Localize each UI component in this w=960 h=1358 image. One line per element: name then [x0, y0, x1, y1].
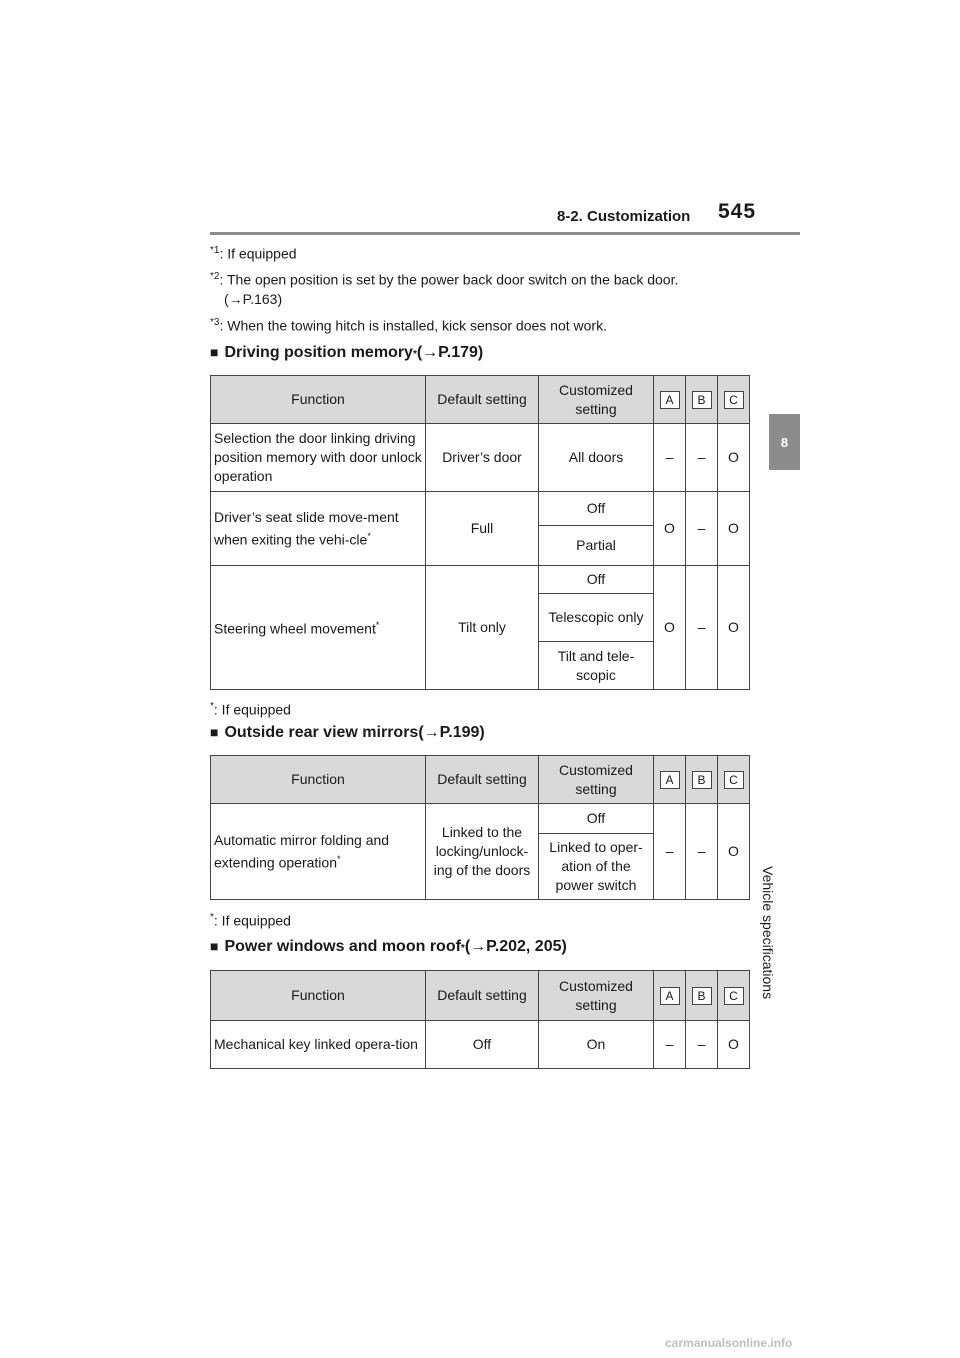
- cell-c: O: [718, 424, 750, 492]
- header-b: [686, 971, 718, 1021]
- cell-a: –: [654, 1021, 686, 1069]
- cell-custom: Linked to oper-ation of the power switch: [539, 834, 654, 900]
- section-title-text: Outside rear view mirrors: [224, 724, 419, 741]
- header-customized: Customized setting: [539, 756, 654, 804]
- header-rule: [210, 232, 800, 235]
- driving-position-table: [210, 375, 750, 690]
- table-header-row: [211, 756, 750, 804]
- footnote-mark: *2: [210, 271, 220, 282]
- footnote-text: : If equipped: [213, 912, 291, 929]
- table-row: [211, 566, 750, 594]
- bullet-square-icon: ■: [210, 938, 219, 954]
- footnote-mark: *: [412, 349, 417, 360]
- label-a: A: [660, 987, 680, 1005]
- section-title-driving: [210, 344, 483, 362]
- header-a: [654, 756, 686, 804]
- cell-c: O: [718, 1021, 750, 1069]
- cell-function: Selection the door linking driving position memory with door unlock operation: [211, 424, 426, 492]
- section-header: 8-2. Customization: [557, 208, 691, 225]
- section-ref: (→P.179): [416, 344, 484, 361]
- bullet-square-icon: ■: [210, 724, 219, 740]
- cell-custom: All doors: [539, 424, 654, 492]
- cell-b: –: [686, 492, 718, 566]
- table-row: [211, 492, 750, 526]
- table-row: [211, 1021, 750, 1069]
- label-b: B: [692, 771, 712, 789]
- cell-custom: Off: [539, 492, 654, 526]
- page-number: 545: [718, 200, 757, 223]
- label-a: A: [660, 771, 680, 789]
- footnote-3: [210, 313, 607, 336]
- table-header-row: [211, 376, 750, 424]
- cell-c: O: [718, 804, 750, 900]
- label-c: C: [724, 391, 744, 409]
- header-default: Default setting: [426, 756, 539, 804]
- header-customized: Customized setting: [539, 971, 654, 1021]
- label-a: A: [660, 391, 680, 409]
- label-c: C: [724, 771, 744, 789]
- header-c: [718, 376, 750, 424]
- footnote-text: : If equipped: [213, 701, 291, 718]
- cell-custom: Partial: [539, 526, 654, 566]
- section-ref: (→P.202, 205): [464, 938, 567, 955]
- chapter-title: Vehicle specifications: [760, 866, 776, 1000]
- label-b: B: [692, 987, 712, 1005]
- cell-a: O: [654, 566, 686, 690]
- footnote-mark: *: [210, 701, 214, 712]
- header-a: [654, 971, 686, 1021]
- table-footnote: [210, 697, 291, 720]
- cell-function: [211, 566, 426, 690]
- cell-custom: Off: [539, 804, 654, 834]
- power-windows-table: [210, 970, 750, 1069]
- header-function: Function: [211, 376, 426, 424]
- cell-custom: Telescopic only: [539, 594, 654, 642]
- header-b: [686, 756, 718, 804]
- cell-default: Tilt only: [426, 566, 539, 690]
- footnote-text: : When the towing hitch is installed, kick sensor does not work.: [219, 317, 607, 334]
- footnote-mark: *: [375, 620, 380, 631]
- section-title-windows: [210, 938, 567, 956]
- footnote-ref: (→P.163): [224, 290, 283, 307]
- footnote-mark: *: [337, 853, 341, 864]
- header-default: Default setting: [426, 971, 539, 1021]
- cell-b: –: [686, 566, 718, 690]
- section-title-text: Power windows and moon roof: [224, 938, 461, 955]
- section-title-mirrors: [210, 724, 485, 742]
- mirrors-table: [210, 755, 750, 900]
- footnote-text: : The open position is set by the power back door switch on the back door.: [219, 271, 679, 288]
- cell-default: Driver’s door: [426, 424, 539, 492]
- header-function: Function: [211, 756, 426, 804]
- header-c: [718, 971, 750, 1021]
- cell-default: Off: [426, 1021, 539, 1069]
- cell-custom: On: [539, 1021, 654, 1069]
- footnote-2: [210, 267, 678, 309]
- header-default: Default setting: [426, 376, 539, 424]
- cell-a: –: [654, 424, 686, 492]
- cell-b: –: [686, 1021, 718, 1069]
- footnote-mark: *: [210, 912, 214, 923]
- cell-c: O: [718, 566, 750, 690]
- cell-custom: Off: [539, 566, 654, 594]
- header-customized: Customized setting: [539, 376, 654, 424]
- cell-b: –: [686, 424, 718, 492]
- footnote-mark: *: [460, 943, 465, 954]
- table-header-row: [211, 971, 750, 1021]
- cell-function-text: Driver’s seat slide move-ment when exiting the vehi-cle: [214, 508, 399, 548]
- section-title-text: Driving position memory: [224, 344, 413, 361]
- table-row: [211, 804, 750, 834]
- cell-default: Full: [426, 492, 539, 566]
- cell-function: [211, 492, 426, 566]
- header-function: Function: [211, 971, 426, 1021]
- table-footnote: [210, 908, 291, 931]
- header-b: [686, 376, 718, 424]
- cell-a: O: [654, 492, 686, 566]
- cell-function-text: Steering wheel movement: [214, 620, 376, 637]
- cell-b: –: [686, 804, 718, 900]
- footnote-1: [210, 241, 297, 264]
- cell-custom: Tilt and tele-scopic: [539, 642, 654, 690]
- header-a: [654, 376, 686, 424]
- cell-default: Linked to the locking/unlock-ing of the doors: [426, 804, 539, 900]
- footnote-text: : If equipped: [219, 245, 297, 262]
- cell-function: [211, 804, 426, 900]
- header-c: [718, 756, 750, 804]
- watermark: carmanualsonline.info: [665, 1336, 793, 1350]
- cell-function: Mechanical key linked opera-tion: [211, 1021, 426, 1069]
- section-ref: (→P.199): [418, 724, 485, 741]
- label-b: B: [692, 391, 712, 409]
- cell-function-text: Automatic mirror folding and extending operation: [214, 831, 390, 871]
- label-c: C: [724, 987, 744, 1005]
- bullet-square-icon: ■: [210, 344, 219, 360]
- footnote-mark: *: [367, 530, 371, 541]
- cell-c: O: [718, 492, 750, 566]
- footnote-mark: *1: [210, 245, 220, 256]
- table-row: [211, 424, 750, 492]
- footnote-mark: *3: [210, 317, 220, 328]
- chapter-tab: 8: [769, 414, 800, 470]
- cell-a: –: [654, 804, 686, 900]
